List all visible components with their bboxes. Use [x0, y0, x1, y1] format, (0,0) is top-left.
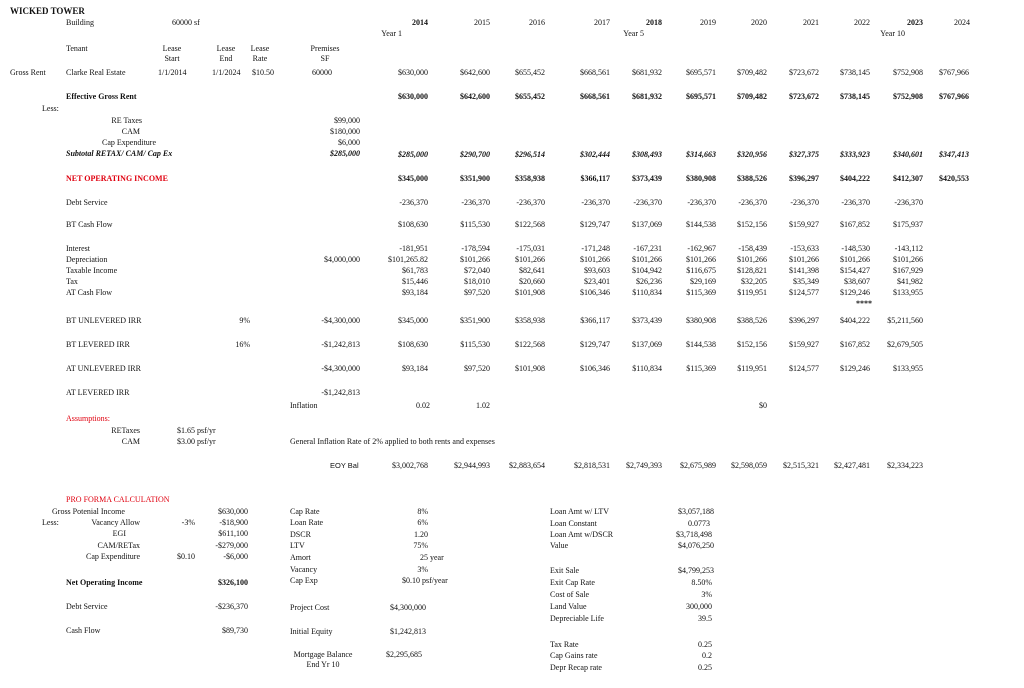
pf-cash-flow-label: Cash Flow [66, 626, 101, 635]
cell: $630,000 [398, 92, 428, 101]
stars-marker: **** [856, 299, 872, 308]
cell: $101,266 [893, 255, 923, 264]
cap-exp-value: $0.10 psf/year [402, 576, 448, 585]
cell: $93,603 [584, 266, 610, 275]
cell: $723,672 [789, 92, 819, 101]
vacancy-allow-label: Vacancy Allow [91, 518, 140, 527]
cell: $327,375 [789, 150, 819, 159]
egi-value: $611,100 [218, 529, 248, 538]
cell: $333,923 [840, 150, 870, 159]
cell: $380,908 [686, 174, 716, 183]
at-cash-flow-label: AT Cash Flow [66, 288, 113, 297]
pf-noi-value: $326,100 [218, 578, 248, 587]
tenant-name: Clarke Real Estate [66, 68, 126, 77]
project-cost-value: $4,300,000 [390, 603, 426, 612]
bt-unlevered-irr-label: BT UNLEVERED IRR [66, 316, 142, 325]
year-col: 2014 [412, 18, 428, 27]
dscr-label: DSCR [290, 530, 311, 539]
cell: $141,398 [789, 266, 819, 275]
cell: $3,002,768 [392, 461, 428, 470]
cell: $2,675,989 [680, 461, 716, 470]
exit-sale-label: Exit Sale [550, 566, 580, 575]
pf-capex-label: Cap Expenditure [86, 552, 140, 561]
cell: $320,956 [737, 150, 767, 159]
bt-cash-flow-label: BT Cash Flow [66, 220, 113, 229]
cell: $290,700 [460, 150, 490, 159]
cell: $5,211,560 [887, 316, 923, 325]
cap-gains-label: Cap Gains rate [550, 651, 598, 660]
amort-unit: year [430, 553, 444, 562]
cell: $709,482 [737, 92, 767, 101]
cell: -236,370 [841, 198, 870, 207]
cell: $18,010 [464, 277, 490, 286]
cell: $101,266 [580, 255, 610, 264]
cell: $72,040 [464, 266, 490, 275]
year-1-label: Year 1 [381, 29, 402, 38]
cell: $159,927 [789, 340, 819, 349]
cell: $101,266 [686, 255, 716, 264]
cell: $122,568 [515, 220, 545, 229]
amort-label: Amort [290, 553, 311, 562]
cell: $345,000 [398, 316, 428, 325]
sheet-title: WICKED TOWER [10, 6, 85, 16]
cell: $366,117 [580, 174, 610, 183]
cam-retax-label: CAM/RETax [97, 541, 140, 550]
cell: $144,538 [686, 340, 716, 349]
cell: $101,266 [460, 255, 490, 264]
cell: $101,266 [840, 255, 870, 264]
cell: $388,526 [737, 174, 767, 183]
year-10-label: Year 10 [880, 29, 905, 38]
cell: $695,571 [686, 68, 716, 77]
cell: $2,334,223 [887, 461, 923, 470]
cap-rate-value: 8% [417, 507, 428, 516]
cell: $29,169 [690, 277, 716, 286]
cell: $2,883,654 [509, 461, 545, 470]
initial-equity-value: $1,242,813 [390, 627, 426, 636]
cell: $115,530 [460, 340, 490, 349]
cell: $366,117 [580, 316, 610, 325]
lease-rate-header: Lease Rate [250, 44, 270, 63]
cell: $723,672 [789, 68, 819, 77]
cell: $101,265.82 [388, 255, 428, 264]
dscr-value: 1.20 [414, 530, 428, 539]
vacancy-label: Vacancy [290, 565, 318, 574]
cell: $137,069 [632, 340, 662, 349]
cell: $129,246 [840, 288, 870, 297]
year-col: 2024 [954, 18, 970, 27]
cell: $101,266 [789, 255, 819, 264]
cell: $116,675 [686, 266, 716, 275]
cell: -158,439 [738, 244, 767, 253]
cell: $101,266 [515, 255, 545, 264]
cell: -236,370 [738, 198, 767, 207]
mortgage-balance-label: Mortgage Balance End Yr 10 [293, 650, 353, 669]
cell: $23,401 [584, 277, 610, 286]
cell: $709,482 [737, 68, 767, 77]
cell: $285,000 [398, 150, 428, 159]
cell: $358,938 [515, 316, 545, 325]
pf-debt-value: -$236,370 [215, 602, 248, 611]
cell: $106,346 [580, 364, 610, 373]
cell: -148,530 [841, 244, 870, 253]
cap-rate-label: Cap Rate [290, 507, 320, 516]
cell: $404,222 [840, 174, 870, 183]
cell: -236,370 [633, 198, 662, 207]
loan-amt-ltv-value: $3,057,188 [678, 507, 714, 516]
cell: $32,205 [741, 277, 767, 286]
cost-of-sale-label: Cost of Sale [550, 590, 590, 599]
mortgage-balance-value: $2,295,685 [386, 650, 422, 659]
cell: $124,577 [789, 364, 819, 373]
cell: $159,927 [789, 220, 819, 229]
cell: $314,663 [686, 150, 716, 159]
cell: $655,452 [515, 68, 545, 77]
cell: $347,413 [939, 150, 969, 159]
cam-label: CAM [121, 127, 140, 136]
cell: $124,577 [789, 288, 819, 297]
lease-start-header: Lease Start [162, 44, 182, 63]
pf-noi-label: Net Operating Income [66, 578, 143, 587]
cell: $108,630 [398, 340, 428, 349]
cell: $642,600 [460, 92, 490, 101]
at-levered-irr-label: AT LEVERED IRR [66, 388, 130, 397]
cell: $133,955 [893, 364, 923, 373]
cell: $396,297 [789, 316, 819, 325]
assumption-cam-label: CAM [121, 437, 140, 446]
at-unlevered-initial: -$4,300,000 [321, 364, 360, 373]
cell: $115,530 [460, 220, 490, 229]
cell: $2,427,481 [834, 461, 870, 470]
cam-amount: $180,000 [330, 127, 360, 136]
bt-unlevered-irr-rate: 9% [239, 316, 250, 325]
lease-start: 1/1/2014 [158, 68, 187, 77]
cell: $133,955 [893, 288, 923, 297]
inflation-rate: 0.02 [416, 401, 430, 410]
cell: -175,031 [516, 244, 545, 253]
cell: $115,369 [686, 288, 716, 297]
cell: $101,908 [515, 364, 545, 373]
less-label: Less: [42, 104, 59, 113]
cell: $167,929 [893, 266, 923, 275]
cell: $20,660 [519, 277, 545, 286]
bt-unlevered-initial: -$4,300,000 [321, 316, 360, 325]
pf-capex-value: -$6,000 [223, 552, 248, 561]
cell: $655,452 [515, 92, 545, 101]
cell: $308,493 [632, 150, 662, 159]
cell: $26,236 [636, 277, 662, 286]
assumption-cam-value: $3.00 psf/yr [177, 437, 216, 446]
premises-sf: 60000 [312, 68, 332, 77]
eoy-bal-label: EOY Bal [330, 461, 359, 470]
cell: $767,966 [939, 68, 969, 77]
cell: $767,966 [939, 92, 969, 101]
cell: $642,600 [460, 68, 490, 77]
loan-amt-ltv-label: Loan Amt w/ LTV [550, 507, 610, 516]
inflation-label: Inflation [290, 401, 318, 410]
cell: $175,937 [893, 220, 923, 229]
pf-less-label: Less: [42, 518, 59, 527]
exit-sale-value: $4,799,253 [678, 566, 714, 575]
cell: $351,900 [460, 316, 490, 325]
project-cost-label: Project Cost [290, 603, 330, 612]
year-col: 2020 [751, 18, 767, 27]
cell: $340,601 [893, 150, 923, 159]
cell: $38,607 [844, 277, 870, 286]
cell: $152,156 [737, 340, 767, 349]
cell: $738,145 [840, 92, 870, 101]
cell: $380,908 [686, 316, 716, 325]
building-sf: 60000 sf [172, 18, 200, 27]
cell: $61,783 [402, 266, 428, 275]
cell: $129,747 [580, 220, 610, 229]
bt-levered-irr-rate: 16% [235, 340, 250, 349]
vacancy-allow-value: -$18,900 [219, 518, 248, 527]
cell: $630,000 [398, 68, 428, 77]
cell: $154,427 [840, 266, 870, 275]
inflation-note: General Inflation Rate of 2% applied to both rents and expenses [290, 437, 495, 446]
cell: $101,908 [515, 288, 545, 297]
cell: $373,439 [632, 174, 662, 183]
exit-cap-value: 8.50% [691, 578, 712, 587]
subtotal-label: Subtotal RETAX/ CAM/ Cap Ex [66, 149, 173, 158]
cell: $108,630 [398, 220, 428, 229]
noi-label: NET OPERATING INCOME [66, 174, 168, 183]
year-col: 2019 [700, 18, 716, 27]
cell: $752,908 [893, 92, 923, 101]
cell: $119,951 [737, 364, 767, 373]
initial-equity-label: Initial Equity [290, 627, 333, 636]
year-col: 2021 [803, 18, 819, 27]
cell: $388,526 [737, 316, 767, 325]
cell: $119,951 [737, 288, 767, 297]
cell: $2,944,993 [454, 461, 490, 470]
cell: $358,938 [515, 174, 545, 183]
pf-capex-psf: $0.10 [177, 552, 195, 561]
amort-value: 25 [420, 553, 428, 562]
depr-life-value: 39.5 [698, 614, 712, 623]
egi-label: EGI [112, 529, 126, 538]
depreciation-base: $4,000,000 [324, 255, 360, 264]
cell: $738,145 [840, 68, 870, 77]
at-unlevered-irr-label: AT UNLEVERED IRR [66, 364, 141, 373]
cell: $2,515,321 [783, 461, 819, 470]
cell: $101,266 [737, 255, 767, 264]
cell: $122,568 [515, 340, 545, 349]
gpi-label: Gross Potenial Income [52, 507, 125, 516]
cell: $412,307 [893, 174, 923, 183]
pf-debt-label: Debt Service [66, 602, 108, 611]
year-col: 2016 [529, 18, 545, 27]
cell: -236,370 [461, 198, 490, 207]
depr-recap-label: Depr Recap rate [550, 663, 602, 672]
cell: $97,520 [464, 288, 490, 297]
cell: -236,370 [687, 198, 716, 207]
cell: $82,641 [519, 266, 545, 275]
assumption-retaxes-value: $1.65 psf/yr [177, 426, 216, 435]
re-taxes-label: RE Taxes [111, 116, 142, 125]
cell: $396,297 [789, 174, 819, 183]
lease-end-header: Lease End [216, 44, 236, 63]
cell: $144,538 [686, 220, 716, 229]
cell: $752,908 [893, 68, 923, 77]
taxable-income-label: Taxable Income [66, 266, 118, 275]
loan-amt-dscr-value: $3,718,498 [676, 530, 712, 539]
interest-label: Interest [66, 244, 90, 253]
inflation-factor: 1.02 [476, 401, 490, 410]
cell: -236,370 [581, 198, 610, 207]
gpi-value: $630,000 [218, 507, 248, 516]
year-col: 2022 [854, 18, 870, 27]
pro-forma-title: PRO FORMA CALCULATION [66, 495, 170, 504]
cell: $106,346 [580, 288, 610, 297]
cell: -167,231 [633, 244, 662, 253]
inflation-zero: $0 [759, 401, 767, 410]
subtotal-amount: $285,000 [330, 149, 360, 158]
cell: $302,444 [580, 150, 610, 159]
value-label: Value [550, 541, 569, 550]
cap-exp-label: Cap Exp [290, 576, 318, 585]
cell: $129,747 [580, 340, 610, 349]
exit-cap-label: Exit Cap Rate [550, 578, 595, 587]
bt-levered-initial: -$1,242,813 [321, 340, 360, 349]
egr-label: Effective Gross Rent [66, 92, 137, 101]
cell: $167,852 [840, 220, 870, 229]
cam-retax-value: -$279,000 [215, 541, 248, 550]
cell: $137,069 [632, 220, 662, 229]
cell: $668,561 [580, 68, 610, 77]
year-col: 2018 [646, 18, 662, 27]
cell: $93,184 [402, 288, 428, 297]
tax-rate-value: 0.25 [698, 640, 712, 649]
at-levered-initial: -$1,242,813 [321, 388, 360, 397]
lease-rate: $10.50 [252, 68, 274, 77]
premises-header: Premises SF [310, 44, 340, 63]
depr-recap-value: 0.25 [698, 663, 712, 672]
tax-rate-label: Tax Rate [550, 640, 579, 649]
land-value-value: 300,000 [686, 602, 712, 611]
vacancy-value: 3% [417, 565, 428, 574]
building-label: Building [66, 18, 95, 27]
cell: $41,982 [897, 277, 923, 286]
cell: $681,932 [632, 92, 662, 101]
cell: $2,679,505 [887, 340, 923, 349]
cell: -181,951 [399, 244, 428, 253]
ltv-value: 75% [413, 541, 428, 550]
year-col: 2023 [907, 18, 923, 27]
loan-amt-dscr-label: Loan Amt w/DSCR [550, 530, 614, 539]
ltv-label: LTV [290, 541, 305, 550]
cell: $2,598,059 [731, 461, 767, 470]
cell: $2,749,393 [626, 461, 662, 470]
cell: $97,520 [464, 364, 490, 373]
assumption-retaxes-label: RETaxes [111, 426, 140, 435]
loan-constant-label: Loan Constant [550, 519, 597, 528]
loan-constant-value: 0.0773 [688, 519, 710, 528]
cell: $152,156 [737, 220, 767, 229]
capex-amount: $6,000 [338, 138, 360, 147]
cell: -178,594 [461, 244, 490, 253]
cell: -236,370 [790, 198, 819, 207]
vacancy-pct: -3% [181, 518, 195, 527]
cell: -153,633 [790, 244, 819, 253]
cell: -236,370 [894, 198, 923, 207]
cell: $110,834 [632, 364, 662, 373]
cell: $2,818,531 [574, 461, 610, 470]
cost-of-sale-value: 3% [701, 590, 712, 599]
cell: -236,370 [399, 198, 428, 207]
cell: $129,246 [840, 364, 870, 373]
cell: $351,900 [460, 174, 490, 183]
capex-label: Cap Expenditure [102, 138, 156, 147]
year-col: 2017 [594, 18, 610, 27]
land-value-label: Land Value [550, 602, 587, 611]
cell: $404,222 [840, 316, 870, 325]
cell: -162,967 [687, 244, 716, 253]
cell: -171,248 [581, 244, 610, 253]
cell: $104,942 [632, 266, 662, 275]
cap-gains-value: 0.2 [702, 651, 712, 660]
cell: $15,446 [402, 277, 428, 286]
cell: $128,821 [737, 266, 767, 275]
value-value: $4,076,250 [678, 541, 714, 550]
cell: $373,439 [632, 316, 662, 325]
cell: $296,514 [515, 150, 545, 159]
lease-end: 1/1/2024 [212, 68, 241, 77]
cell: -236,370 [516, 198, 545, 207]
year-col: 2015 [474, 18, 490, 27]
assumptions-label: Assumptions: [66, 414, 111, 423]
depr-life-label: Depreciable Life [550, 614, 604, 623]
cell: $93,184 [402, 364, 428, 373]
pf-cash-flow-value: $89,730 [222, 626, 248, 635]
cell: $345,000 [398, 174, 428, 183]
tax-label: Tax [66, 277, 78, 286]
year-5-label: Year 5 [623, 29, 644, 38]
gross-rent-label: Gross Rent [10, 68, 46, 77]
re-taxes-amount: $99,000 [334, 116, 360, 125]
bt-levered-irr-label: BT LEVERED IRR [66, 340, 130, 349]
tenant-header: Tenant [66, 44, 88, 53]
debt-service-label: Debt Service [66, 198, 108, 207]
cell: $668,561 [580, 92, 610, 101]
cell: $167,852 [840, 340, 870, 349]
depreciation-label: Depreciation [66, 255, 108, 264]
cell: $681,932 [632, 68, 662, 77]
cell: $110,834 [632, 288, 662, 297]
cell: $420,553 [939, 174, 969, 183]
loan-rate-value: 6% [417, 518, 428, 527]
cell: $695,571 [686, 92, 716, 101]
cell: $35,349 [793, 277, 819, 286]
cell: $115,369 [686, 364, 716, 373]
cell: $101,266 [632, 255, 662, 264]
cell: -143,112 [894, 244, 923, 253]
loan-rate-label: Loan Rate [290, 518, 324, 527]
